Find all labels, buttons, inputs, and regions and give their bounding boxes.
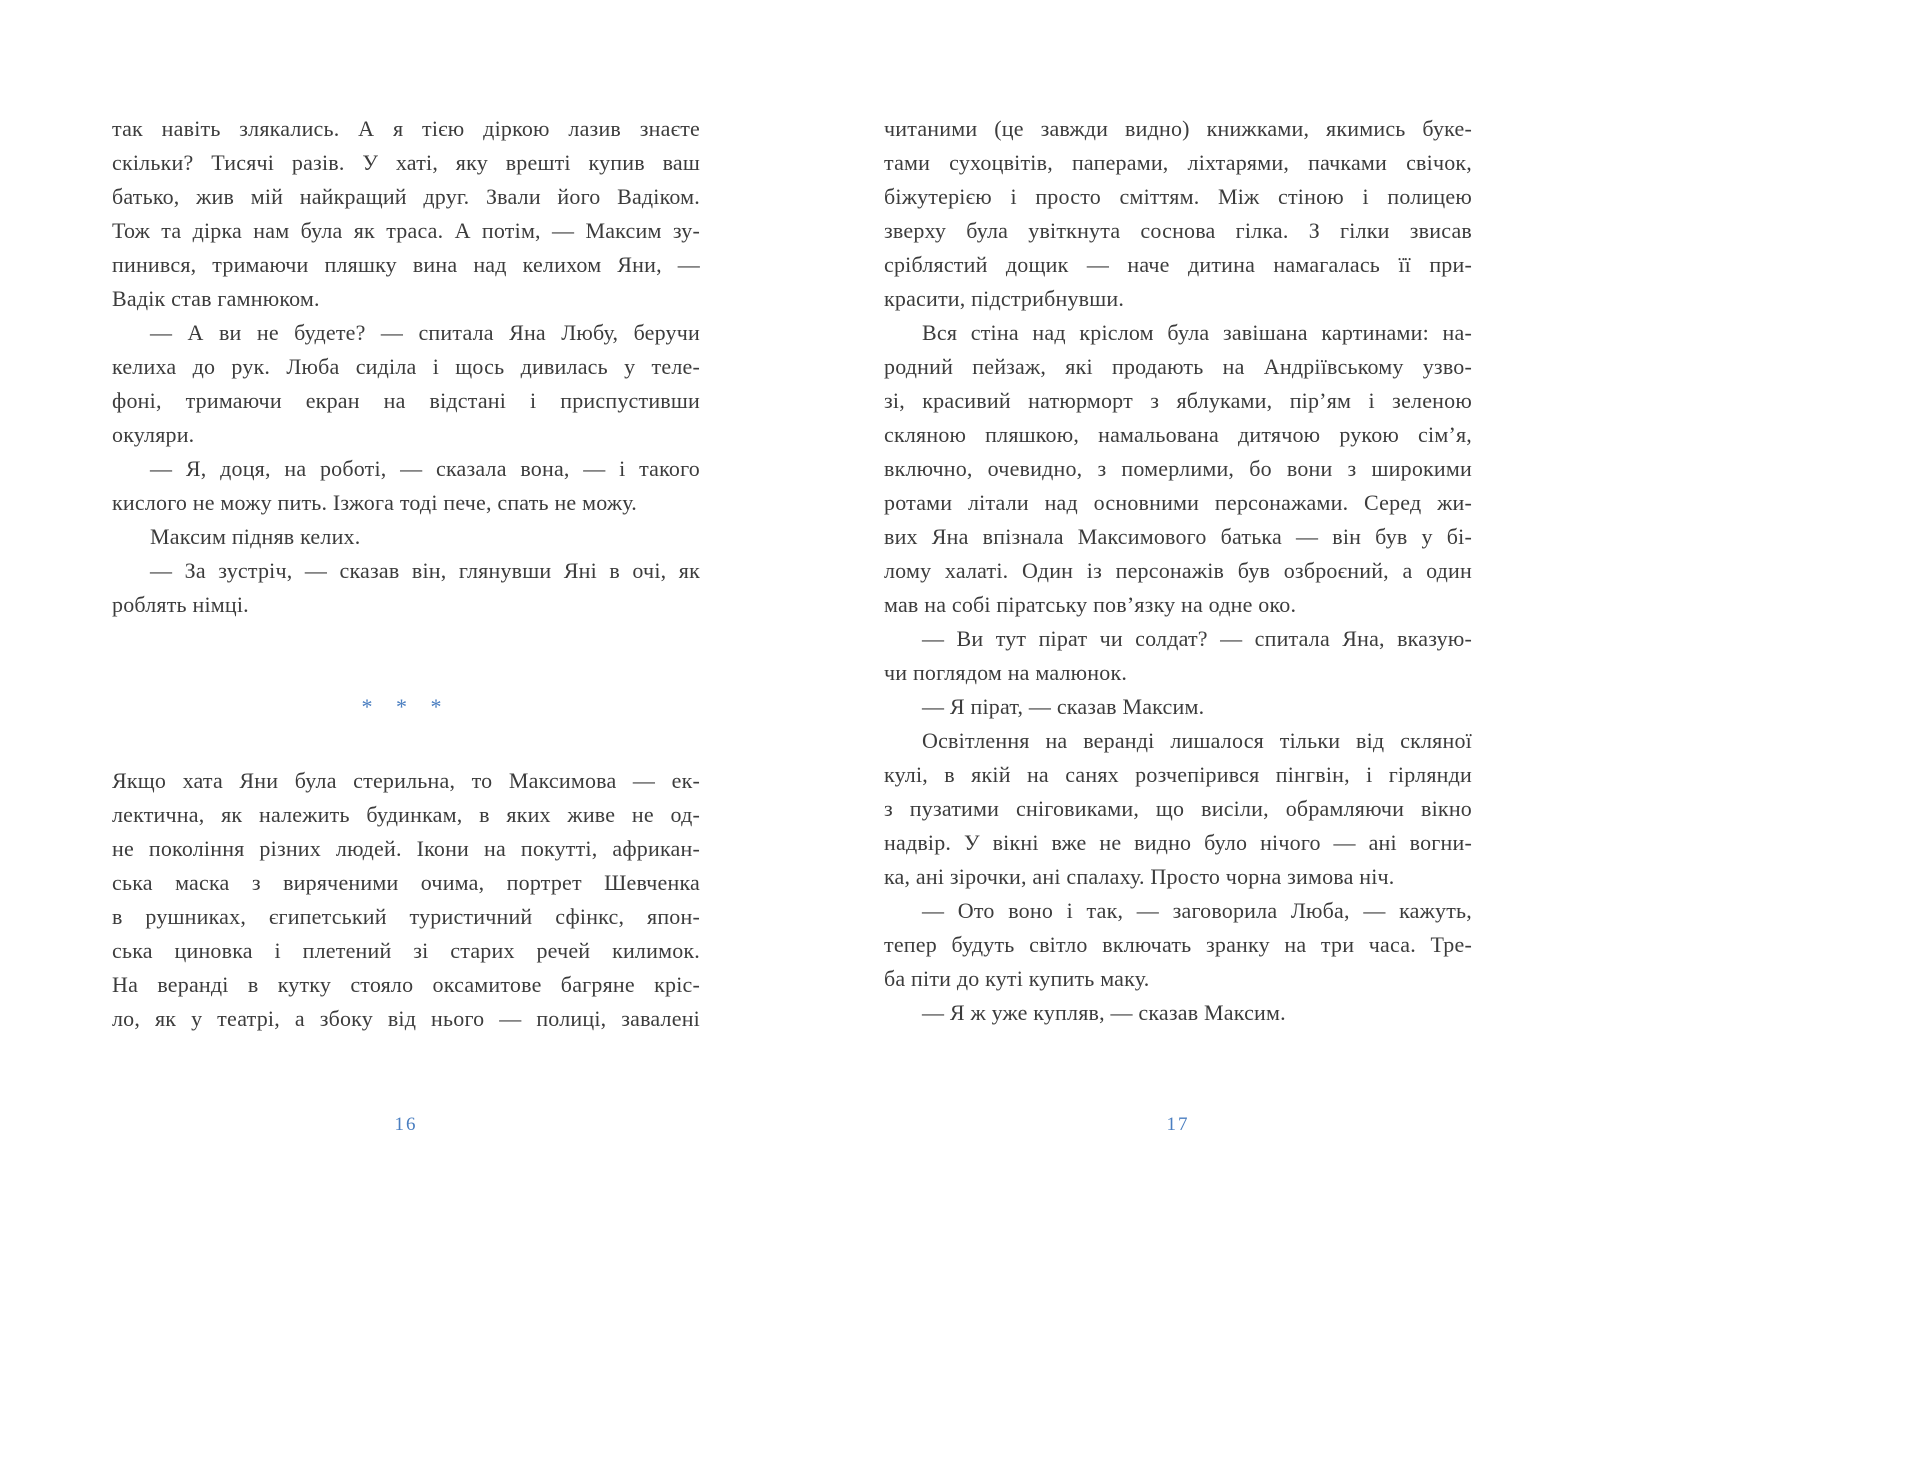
- paragraph: [112, 764, 700, 1036]
- text-line: — Ото воно і так, — заговорила Люба, — кажуть,: [922, 898, 1472, 923]
- text-line: — А ви не будете? — спитала Яна Любу, беручи: [150, 320, 700, 345]
- text-line: сріблястий дощик — наче дитина намагалась її при-: [884, 252, 1472, 277]
- text-line: Вадік став гамнюком.: [112, 286, 320, 311]
- text-line: не покоління різних людей. Ікони на покутті, африкан-: [112, 836, 700, 861]
- text-line: родний пейзаж, які продають на Андріївському узво-: [884, 354, 1472, 379]
- page-text-right: [884, 112, 1472, 1030]
- text-line: читаними (це завжди видно) книжками, якимись буке-: [884, 116, 1472, 141]
- page-number-left: 16: [394, 1114, 418, 1135]
- paragraph: [112, 452, 700, 520]
- text-line: Тож та дірка нам була як траса. А потім, — Максим зу-: [112, 218, 700, 243]
- text-line: надвір. У вікні вже не видно було нічого — ані вогни-: [884, 830, 1472, 855]
- text-line: чи поглядом на малюнок.: [884, 660, 1128, 685]
- text-line: — Я ж уже купляв, — сказав Максим.: [922, 1000, 1286, 1025]
- text-line: лому халаті. Один із персонажів був озброєний, а один: [884, 558, 1472, 583]
- text-line: На веранді в кутку стояло оксамитове багряне кріс-: [112, 972, 700, 997]
- text-line: в рушниках, єгипетський туристичний сфінкс, япон-: [112, 904, 700, 929]
- paragraph: [884, 622, 1472, 690]
- text-line: Якщо хата Яни була стерильна, то Максимова — ек-: [112, 768, 700, 793]
- page-left: [112, 112, 700, 1135]
- paragraph: [112, 554, 700, 622]
- section-separator: * * *: [361, 694, 451, 719]
- text-line: ротами літали над основними персонажами. Серед жи-: [884, 490, 1472, 515]
- page-text-left: [112, 112, 700, 1036]
- text-line: ська маска з виряченими очима, портрет Шевченка: [112, 870, 700, 895]
- text-line: Максим підняв келих.: [150, 524, 361, 549]
- text-line: фоні, тримаючи екран на відстані і приспустивши: [112, 388, 700, 413]
- text-line: зверху була увіткнута соснова гілка. З гілки звисав: [884, 218, 1472, 243]
- text-line: скляною пляшкою, намальована дитячою рукою сім’я,: [884, 422, 1472, 447]
- text-line: келиха до рук. Люба сиділа і щось дивилась у теле-: [112, 354, 700, 379]
- paragraph: [884, 724, 1472, 894]
- paragraph: [884, 316, 1472, 622]
- text-line: так навіть злякались. А я тією діркою лазив знаєте: [112, 116, 700, 141]
- text-line: біжутерією і просто сміттям. Між стіною і полицею: [884, 184, 1472, 209]
- text-line: — Ви тут пірат чи солдат? — спитала Яна, вказую-: [922, 626, 1472, 651]
- page-right: [884, 112, 1472, 1135]
- paragraph: [112, 112, 700, 316]
- text-line: — За зустріч, — сказав він, глянувши Яні в очі, як: [150, 558, 700, 583]
- text-line: — Я, доця, на роботі, — сказала вона, — і такого: [150, 456, 700, 481]
- text-line: кислого не можу пить. Ізжога тоді пече, спать не можу.: [112, 490, 637, 515]
- text-line: ська циновка і плетений зі старих речей килимок.: [112, 938, 700, 963]
- text-line: Вся стіна над кріслом була завішана картинами: на-: [922, 320, 1472, 345]
- paragraph: [884, 112, 1472, 316]
- paragraph: [884, 894, 1472, 996]
- paragraph: [112, 316, 700, 452]
- text-line: кулі, в якій на санях розчепірився пінгвін, і гірлянди: [884, 762, 1472, 787]
- text-line: ло, як у театрі, а збоку від нього — полиці, завалені: [112, 1006, 700, 1031]
- text-line: мав на собі піратську пов’язку на одне око.: [884, 592, 1297, 617]
- text-line: пинився, тримаючи пляшку вина над келихом Яни, —: [112, 252, 700, 277]
- text-line: роблять німці.: [112, 592, 249, 617]
- paragraph: [112, 520, 700, 554]
- text-line: ба піти до куті купить маку.: [884, 966, 1150, 991]
- text-line: батько, жив мій найкращий друг. Звали його Вадіком.: [112, 184, 700, 209]
- text-line: красити, підстрибнувши.: [884, 286, 1125, 311]
- text-line: вих Яна впізнала Максимового батька — він був у бі-: [884, 524, 1472, 549]
- text-line: — Я пірат, — сказав Максим.: [922, 694, 1205, 719]
- paragraph: [884, 996, 1472, 1030]
- text-line: ка, ані зірочки, ані спалаху. Просто чорна зимова ніч.: [884, 864, 1395, 889]
- text-line: Освітлення на веранді лишалося тільки від скляної: [922, 728, 1472, 753]
- text-line: лектична, як належить будинкам, в яких живе не од-: [112, 802, 700, 827]
- paragraph: [884, 690, 1472, 724]
- text-line: зі, красивий натюрморт з яблуками, пір’ям і зеленою: [884, 388, 1472, 413]
- page-number-right: 17: [1166, 1114, 1190, 1135]
- text-line: окуляри.: [112, 422, 195, 447]
- text-line: з пузатими сніговиками, що висіли, обрамляючи вікно: [884, 796, 1472, 821]
- text-line: тами сухоцвітів, паперами, ліхтарями, пачками свічок,: [884, 150, 1472, 175]
- text-line: скільки? Тисячі разів. У хаті, яку врешті купив ваш: [112, 150, 700, 175]
- text-line: включно, очевидно, з померлими, бо вони з широкими: [884, 456, 1472, 481]
- text-line: тепер будуть світло включать зранку на три часа. Тре-: [884, 932, 1472, 957]
